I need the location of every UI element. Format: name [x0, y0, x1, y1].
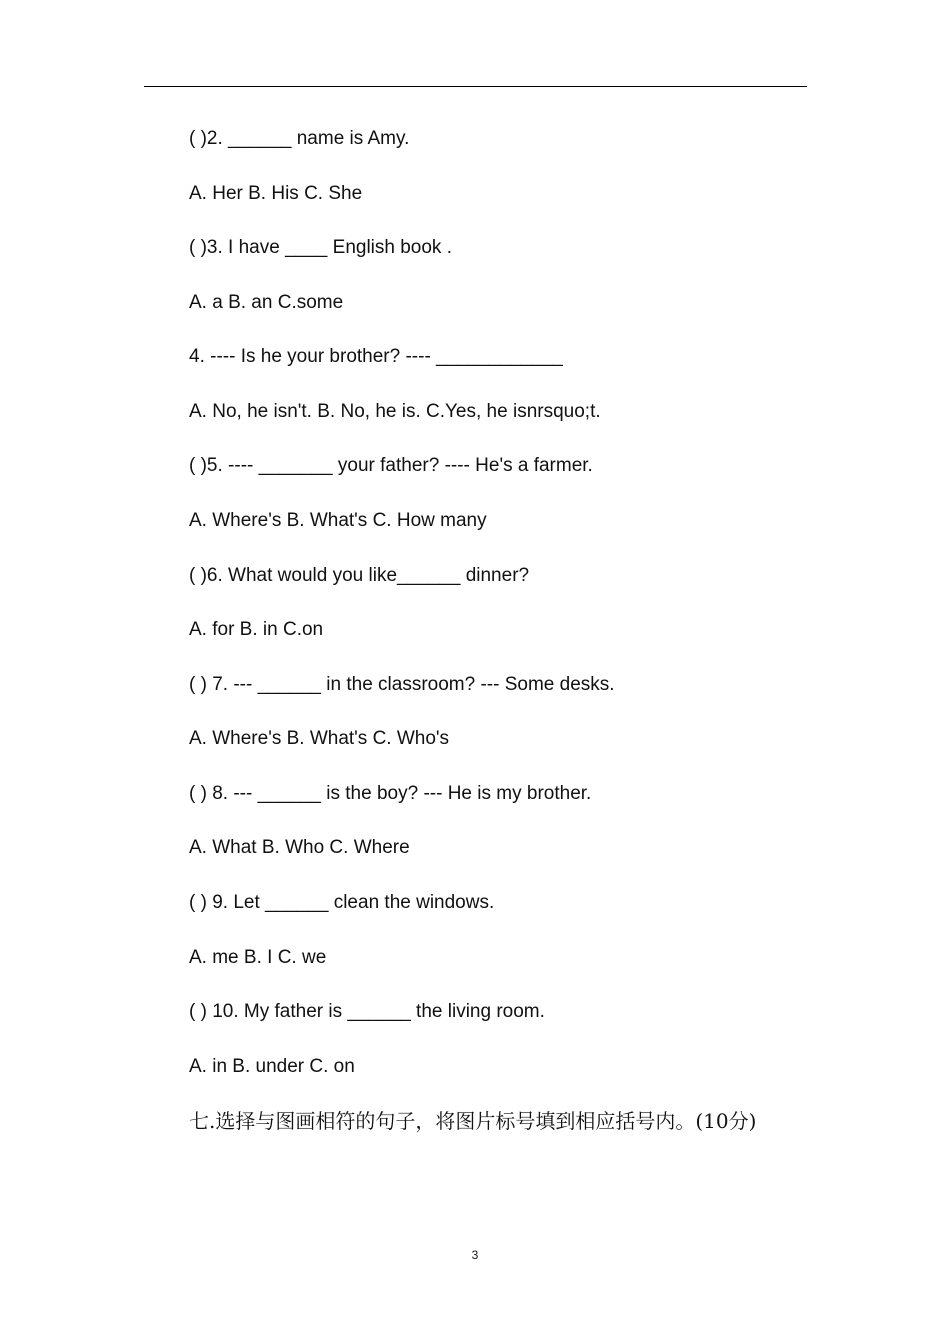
page-number: 3 — [471, 1248, 479, 1262]
options-10: A. in B. under C. on — [189, 1056, 355, 1077]
question-4: 4. ---- Is he your brother? ---- ____________ — [189, 346, 563, 367]
options-6: A. for B. in C.on — [189, 619, 324, 640]
options-5: A. Where's B. What's C. How many — [189, 510, 487, 531]
options-3: A. a B. an C.some — [189, 292, 344, 313]
question-10: ( ) 10. My father is ______ the living room. — [189, 1001, 545, 1022]
question-8: ( ) 8. --- ______ is the boy? --- He is my brother. — [189, 783, 592, 804]
question-5: ( )5. ---- _______ your father? ---- He's a farmer. — [189, 455, 593, 476]
options-4: A. No, he isn't. B. No, he is. C.Yes, he isnrsquo;t. — [189, 401, 601, 422]
options-9: A. me B. I C. we — [189, 947, 327, 968]
options-8: A. What B. Who C. Where — [189, 837, 410, 858]
question-9: ( ) 9. Let ______ clean the windows. — [189, 892, 495, 913]
question-2: ( )2. ______ name is Amy. — [189, 128, 410, 149]
question-7: ( ) 7. --- ______ in the classroom? --- Some desks. — [189, 674, 615, 695]
question-6: ( )6. What would you like______ dinner? — [189, 565, 530, 586]
section-heading: 七.选择与图画相符的句子，将图片标号填到相应括号内。(10分) — [189, 1109, 757, 1133]
question-3: ( )3. I have ____ English book . — [189, 237, 452, 258]
options-7: A. Where's B. What's C. Who's — [189, 728, 450, 749]
header-rule — [144, 86, 807, 87]
options-2: A. Her B. His C. She — [189, 183, 363, 204]
